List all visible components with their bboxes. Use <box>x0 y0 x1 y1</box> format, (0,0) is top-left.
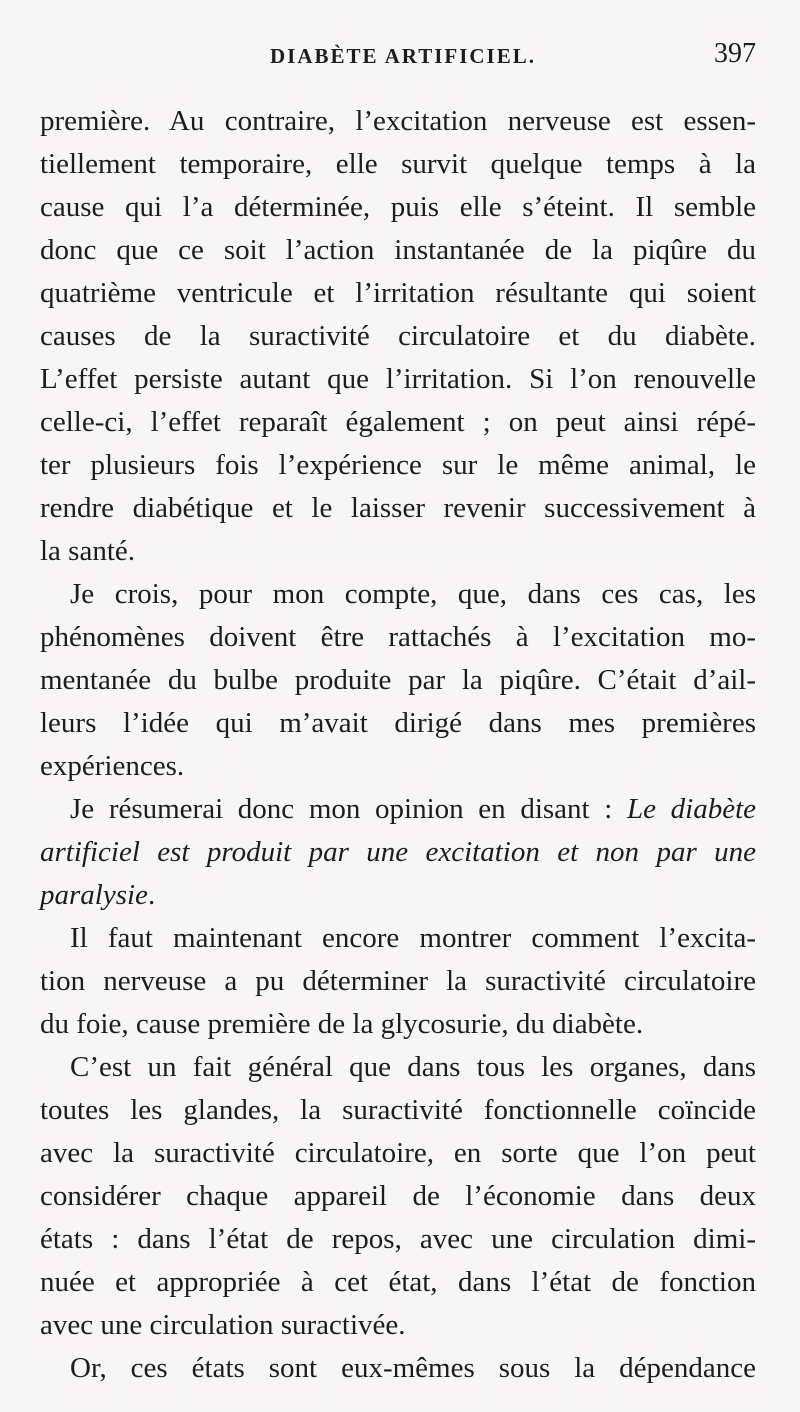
line-text: avec la suractivité circulatoire, en sorte que l’on peut <box>40 1137 756 1169</box>
text-line <box>40 917 756 960</box>
paragraph <box>40 100 756 573</box>
text-line <box>40 100 756 143</box>
line-text: la santé. <box>40 535 136 567</box>
text-line <box>40 702 756 745</box>
text-line <box>40 358 756 401</box>
line-text: cause qui l’a déterminée, puis elle s’éteint. Il semble <box>40 191 756 223</box>
text-line <box>40 788 756 831</box>
text-line <box>40 444 756 487</box>
line-text: ter plusieurs fois l’expérience sur le même animal, le <box>40 449 756 481</box>
line-text: leurs l’idée qui m’avait dirigé dans mes premières <box>40 707 756 739</box>
line-text: Je résumerai donc mon opinion en disant : <box>70 793 627 825</box>
text-line <box>40 745 756 788</box>
text-line <box>40 659 756 702</box>
text-line <box>40 874 756 917</box>
line-text: C’est un fait général que dans tous les organes, dans <box>70 1051 756 1083</box>
body-text <box>40 100 756 1390</box>
text-line <box>40 530 756 573</box>
paragraph <box>40 788 756 917</box>
page-number: 397 <box>714 38 756 69</box>
text-line <box>40 401 756 444</box>
text-line <box>40 1261 756 1304</box>
text-line <box>40 1175 756 1218</box>
paragraph <box>40 573 756 788</box>
line-text: avec une circulation suractivée. <box>40 1309 406 1341</box>
line-text: Or, ces états sont eux-mêmes sous la dépendance <box>70 1352 756 1384</box>
italic-text: Le diabète <box>626 793 756 825</box>
text-line <box>40 1304 756 1347</box>
line-text: phénomènes doivent être rattachés à l’excitation mo- <box>40 621 756 653</box>
text-line <box>40 229 756 272</box>
text-line <box>40 143 756 186</box>
text-line <box>40 487 756 530</box>
text-line <box>40 1089 756 1132</box>
text-line <box>40 573 756 616</box>
line-text: donc que ce soit l’action instantanée de la piqûre du <box>40 234 756 266</box>
line-text: états : dans l’état de repos, avec une circulation dimi- <box>40 1223 756 1255</box>
text-line <box>40 1132 756 1175</box>
paragraph <box>40 1046 756 1347</box>
line-text: expériences. <box>40 750 185 782</box>
paragraph <box>40 917 756 1046</box>
line-text: causes de la suractivité circulatoire et du diabète. <box>40 320 756 352</box>
line-text: celle-ci, l’effet reparaît également ; on peut ainsi répé- <box>40 406 756 438</box>
text-line <box>40 315 756 358</box>
line-text: . <box>147 879 156 911</box>
text-line <box>40 960 756 1003</box>
text-line <box>40 272 756 315</box>
text-line <box>40 1347 756 1390</box>
page-header <box>40 30 756 76</box>
line-text: quatrième ventricule et l’irritation résultante qui soient <box>40 277 756 309</box>
line-text: L’effet persiste autant que l’irritation. Si l’on renouvelle <box>40 363 756 395</box>
line-text: nuée et appropriée à cet état, dans l’état de fonction <box>40 1266 756 1298</box>
line-text: considérer chaque appareil de l’économie dans deux <box>40 1180 756 1212</box>
line-text: mentanée du bulbe produite par la piqûre. C’était d’ail- <box>40 664 756 696</box>
line-text: toutes les glandes, la suractivité fonctionnelle coïncide <box>40 1094 756 1126</box>
line-text: première. Au contraire, l’excitation nerveuse est essen- <box>40 105 756 137</box>
text-line <box>40 616 756 659</box>
text-line <box>40 186 756 229</box>
italic-text: artificiel est produit par une excitation et non par une <box>40 836 756 868</box>
running-title: DIABÈTE ARTIFICIEL. <box>270 44 536 68</box>
text-line <box>40 1218 756 1261</box>
line-text: du foie, cause première de la glycosurie, du diabète. <box>40 1008 644 1040</box>
line-text: Il faut maintenant encore montrer comment l’excita- <box>70 922 756 954</box>
text-line <box>40 1003 756 1046</box>
line-text: tion nerveuse a pu déterminer la suractivité circulatoire <box>40 965 756 997</box>
line-text: tiellement temporaire, elle survit quelque temps à la <box>40 148 756 180</box>
text-line <box>40 1046 756 1089</box>
line-text: rendre diabétique et le laisser revenir successivement à <box>40 492 756 524</box>
paragraph <box>40 1347 756 1390</box>
line-text: Je crois, pour mon compte, que, dans ces cas, les <box>70 578 756 610</box>
italic-text: paralysie <box>40 879 148 911</box>
text-line <box>40 831 756 874</box>
